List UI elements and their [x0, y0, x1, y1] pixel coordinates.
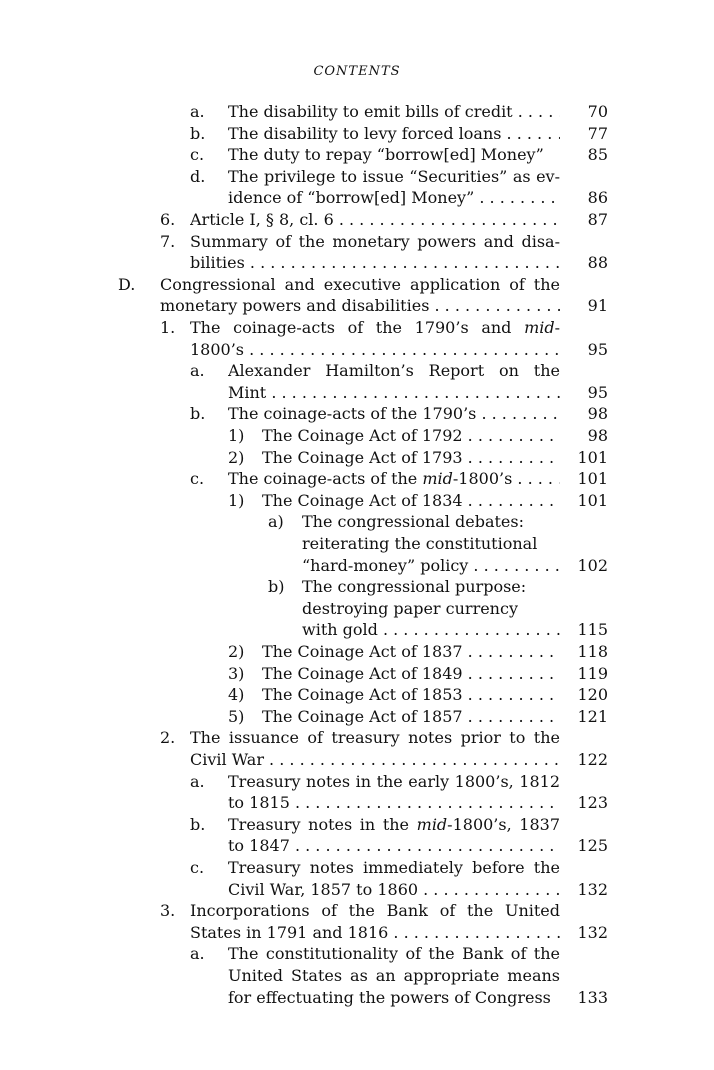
- toc-entry-page: 120: [577, 685, 608, 705]
- toc-entry-title: “hard-money” policy . . .: [302, 555, 560, 577]
- toc-entry: [0, 965, 608, 987]
- toc-entry-title: The coinage-acts of the mid-1800’s . . .: [228, 468, 560, 490]
- toc-entry-title: The Coinage Act of 1857 . . .: [262, 706, 560, 728]
- toc-entry: [0, 295, 608, 317]
- toc-entry: [0, 123, 608, 145]
- toc-entry-title: Treasury notes in the early 1800’s, 1812: [228, 771, 560, 791]
- toc-entry-number: c.: [190, 469, 205, 489]
- toc-entry: [0, 857, 608, 879]
- toc-entry: [0, 663, 608, 685]
- toc-entry-title: Summary of the monetary powers and disa-: [190, 231, 560, 251]
- toc-entry-page: 101: [577, 469, 608, 489]
- toc-entry-title: The Coinage Act of 1792 . . .: [262, 425, 560, 447]
- toc-entry: [0, 749, 608, 771]
- toc-entry-number: 3): [228, 663, 245, 683]
- toc-entry: [0, 425, 608, 447]
- toc-entry-title: The disability to levy forced loans . . .: [228, 123, 560, 145]
- toc-entry-number: c.: [190, 145, 205, 165]
- toc-entry-page: 132: [577, 879, 608, 899]
- toc-entry-page: 88: [587, 253, 608, 273]
- toc-entry-title: The Coinage Act of 1849 . . .: [262, 663, 560, 685]
- toc-entry-number: d.: [190, 166, 206, 186]
- toc-entry-page: 125: [577, 836, 608, 856]
- toc-entry-number: 5): [228, 706, 245, 726]
- toc-entry: [0, 792, 608, 814]
- toc-entry: [0, 900, 608, 922]
- toc-entry: [0, 706, 608, 728]
- toc-entry: [0, 619, 608, 641]
- toc-entry: [0, 447, 608, 469]
- toc-entry: [0, 727, 608, 749]
- toc-entry: [0, 187, 608, 209]
- toc-entry-title: The Coinage Act of 1837 . . .: [262, 641, 560, 663]
- toc-entry-title: monetary powers and disabilities . . .: [160, 295, 560, 317]
- toc-entry: [0, 252, 608, 274]
- toc-entry-title: The constitutionality of the Bank of the: [228, 944, 560, 964]
- toc-entry: [0, 101, 608, 123]
- toc-entry: [0, 360, 608, 382]
- toc-entry: [0, 943, 608, 965]
- toc-entry-number: 1): [228, 490, 245, 510]
- toc-entry-number: 7.: [160, 231, 176, 251]
- toc-entry: [0, 511, 608, 533]
- toc-entry-title: The Coinage Act of 1834 . . .: [262, 490, 560, 512]
- toc-entry-number: D.: [118, 274, 136, 294]
- toc-entry: [0, 533, 608, 555]
- toc-entry-page: 86: [587, 188, 608, 208]
- toc-entry-title: for effectuating the powers of Congress: [228, 987, 551, 1007]
- toc-entry-title: Incorporations of the Bank of the United: [190, 901, 560, 921]
- toc-entry-title: 1800’s . . .: [190, 339, 560, 361]
- toc-entry-title: reiterating the constitutional: [302, 534, 538, 553]
- toc-entry-title: The congressional debates:: [302, 512, 524, 532]
- toc-entry-number: 2): [228, 642, 245, 661]
- toc-entry-page: 70: [587, 102, 608, 121]
- toc-entry-page: 132: [577, 922, 608, 942]
- toc-entry-page: 95: [587, 339, 608, 359]
- toc-entry-title: The coinage-acts of the 1790’s . . .: [228, 403, 560, 425]
- toc-entry-page: 133: [577, 987, 608, 1007]
- toc-entry: [0, 771, 608, 793]
- toc-entry: [0, 598, 608, 620]
- toc-entry-page: 98: [587, 404, 608, 424]
- toc-entry-title: Mint . . .: [228, 382, 560, 404]
- toc-entry-title: Treasury notes in the mid-1800’s, 1837: [228, 814, 560, 834]
- toc-entry: [0, 317, 608, 339]
- toc-entry-title: Congressional and executive application of the: [160, 274, 560, 294]
- toc-entry-number: b.: [190, 123, 206, 143]
- toc-entry-page: 77: [587, 123, 608, 143]
- toc-entry-page: 101: [577, 447, 608, 467]
- toc-entry: [0, 490, 608, 512]
- toc-entry-number: a.: [190, 944, 205, 964]
- toc-entry-page: 115: [577, 620, 608, 640]
- toc-entry-title: with gold . . .: [302, 619, 560, 641]
- toc-entry-page: 91: [587, 296, 608, 316]
- toc-entry: [0, 922, 608, 944]
- toc-entry-number: 1): [228, 426, 245, 445]
- toc-entry-number: c.: [190, 858, 205, 877]
- toc-entry-title: The Coinage Act of 1853 . . .: [262, 684, 560, 706]
- toc-entry: [0, 166, 608, 188]
- toc-entry: [0, 209, 608, 231]
- toc-entry: [0, 231, 608, 253]
- toc-entry-title: The privilege to issue “Securities” as ev-: [228, 166, 560, 186]
- page-header: CONTENTS: [313, 64, 401, 79]
- toc-entry-title: The congressional purpose:: [302, 577, 527, 597]
- toc-entry-page: 101: [577, 490, 608, 510]
- toc-entry: [0, 403, 608, 425]
- toc-entry-title: The Coinage Act of 1793 . . .: [262, 447, 560, 469]
- toc-entry-number: b.: [190, 404, 206, 424]
- toc-entry-number: 3.: [160, 901, 176, 921]
- toc-entry-number: 2): [228, 447, 245, 467]
- toc-entry-page: 102: [577, 555, 608, 575]
- toc-entry-page: 121: [577, 706, 608, 726]
- toc-entry: [0, 576, 608, 598]
- toc-entry-title: The coinage-acts of the 1790’s and mid-: [190, 318, 560, 337]
- toc-entry-title: United States as an appropriate means: [228, 966, 560, 985]
- toc-entry-page: 95: [587, 382, 608, 402]
- toc-entry-title: Alexander Hamilton’s Report on the: [228, 361, 560, 381]
- toc-entry-title: destroying paper currency: [302, 598, 518, 618]
- toc-entry-title: Article I, § 8, cl. 6 . . .: [190, 209, 560, 231]
- toc-entry-title: The duty to repay “borrow[ed] Money”: [228, 145, 544, 165]
- toc-entry-title: States in 1791 and 1816 . . .: [190, 922, 560, 944]
- toc-entry-title: idence of “borrow[ed] Money” . . .: [228, 187, 560, 209]
- toc-entry: [0, 144, 608, 166]
- toc-entry-page: 98: [587, 426, 608, 445]
- toc-entry-number: a): [268, 512, 284, 532]
- toc-entry-title: Treasury notes immediately before the: [228, 858, 560, 877]
- toc-entry-page: 119: [577, 663, 608, 683]
- toc-entry: [0, 814, 608, 836]
- toc-entry-number: b.: [190, 814, 206, 834]
- toc-entry-number: 6.: [160, 210, 176, 229]
- toc-entry: [0, 339, 608, 361]
- toc-entry-number: 4): [228, 685, 245, 705]
- toc-entry-page: 118: [577, 642, 608, 661]
- toc-entry-title: bilities . . .: [190, 252, 560, 274]
- toc-entry-number: a.: [190, 771, 205, 791]
- toc-entry-title: to 1847 . . .: [228, 835, 560, 857]
- toc-entry: [0, 835, 608, 857]
- toc-entry-title: Civil War, 1857 to 1860 . . .: [228, 879, 560, 901]
- toc-entry-page: 85: [587, 145, 608, 165]
- toc-entry: [0, 468, 608, 490]
- toc-entry-page: 123: [577, 793, 608, 813]
- toc-entry: [0, 987, 608, 1009]
- toc-entry-number: a.: [190, 361, 205, 381]
- toc-entry: [0, 684, 608, 706]
- toc-entry-page: 122: [577, 750, 608, 769]
- toc-entry-number: 2.: [160, 728, 176, 748]
- toc-entry-number: b): [268, 577, 285, 597]
- toc-entry: [0, 382, 608, 404]
- toc-entry: [0, 555, 608, 577]
- toc-entry-title: to 1815 . . .: [228, 792, 560, 814]
- toc-entry: [0, 641, 608, 663]
- toc-entry-title: The issuance of treasury notes prior to the: [190, 728, 560, 748]
- toc-entry-title: Civil War . . .: [190, 749, 560, 771]
- toc-entry-page: 87: [587, 210, 608, 229]
- toc-entry: [0, 879, 608, 901]
- toc-entry: [0, 274, 608, 296]
- toc-entry-title: The disability to emit bills of credit . . .: [228, 101, 560, 123]
- toc-entry-number: a.: [190, 102, 205, 121]
- toc-entry-number: 1.: [160, 318, 176, 337]
